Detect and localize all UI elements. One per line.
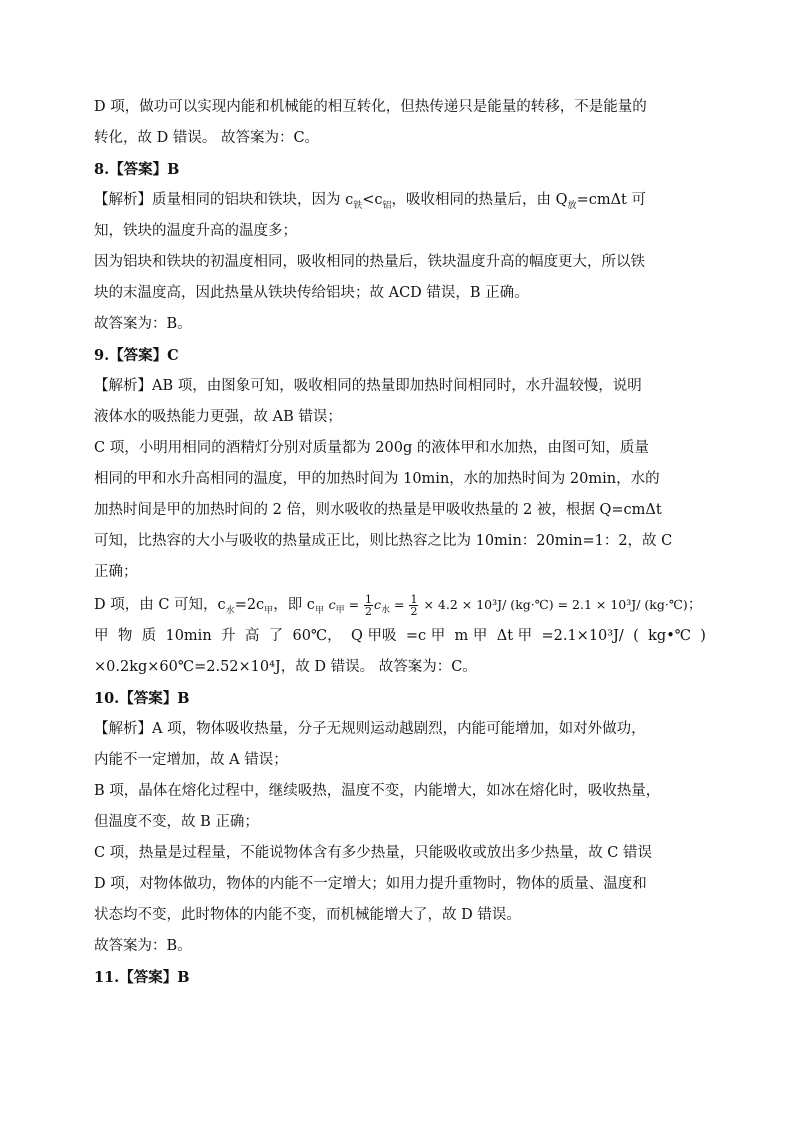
subscript: 水 bbox=[381, 605, 391, 616]
calc-token: 升 bbox=[221, 628, 236, 644]
text-segment: =2c bbox=[234, 597, 265, 613]
text-segment: <c bbox=[362, 192, 383, 208]
subscript: 铝 bbox=[382, 200, 392, 211]
calc-token: ) bbox=[700, 628, 706, 644]
calc-token: m 甲 bbox=[454, 628, 488, 644]
text-segment: ，吸收相同的热量后，由 Q bbox=[391, 192, 568, 208]
text-line: 【解析】AB 项，由图象可知，吸收相同的热量即加热时间相同时，水升温较慢，说明 bbox=[94, 378, 642, 394]
calc-token: =2.1×10³J/ bbox=[541, 628, 624, 644]
analysis-line-8 bbox=[94, 185, 706, 216]
text-line: 加热时间是甲的加热时间的 2 倍，则水吸收的热量是甲吸收热量的 2 被，根据 Q=cmΔt bbox=[94, 502, 662, 518]
text-line: 故答案为：B。 bbox=[94, 938, 192, 954]
subscript: 水 bbox=[225, 605, 235, 616]
calc-token: 高 bbox=[244, 628, 260, 644]
math-symbol: c bbox=[374, 597, 382, 612]
text-segment: D 项，由 C 可知，c bbox=[94, 597, 226, 613]
text-line: 块的末温度高，因此热量从铁块传给铝块；故 ACD 错误，B 正确。 bbox=[94, 285, 529, 301]
fraction-denominator: 2 bbox=[365, 605, 373, 618]
answer-heading-11: 11.【答案】B bbox=[94, 969, 190, 986]
text-line: D 项，做功可以实现内能和机械能的相互转化，但热传递只是能量的转移，不是能量的 bbox=[94, 99, 647, 115]
calc-token: Q 甲吸 bbox=[350, 628, 397, 644]
text-line: D 项，对物体做功，物体的内能不一定增大；如用力提升重物时，物体的质量、温度和 bbox=[94, 876, 647, 892]
text-line: C 项，热量是过程量，不能说物体含有多少热量，只能吸收或放出多少热量，故 C 错误 bbox=[94, 845, 653, 861]
fraction-numerator: 1 bbox=[410, 593, 418, 606]
text-line: 故答案为：B。 bbox=[94, 316, 192, 332]
answer-heading-9: 9.【答案】C bbox=[94, 347, 179, 364]
subscript: 铁 bbox=[353, 200, 363, 211]
subscript: 甲 bbox=[314, 605, 324, 616]
formula-line-9 bbox=[94, 588, 706, 621]
text-line: 但温度不变，故 B 正确； bbox=[94, 814, 259, 830]
text-line: 【解析】A 项，物体吸收热量，分子无规则运动越剧烈，内能可能增加，如对外做功， bbox=[94, 721, 646, 737]
specific-heat-formula: $c_甲$ = $\frac{1}{2}$ $c_水$ = $\frac{1}{2}$ × 4.2 × 10³J/ (kg·℃) = 2.1 × 10³J/ (kg·℃) bbox=[328, 593, 688, 618]
document-page bbox=[94, 92, 706, 993]
text-line: 液体水的吸热能力更强，故 AB 错误； bbox=[94, 409, 342, 425]
text-segment: ，即 c bbox=[273, 597, 315, 613]
calc-token: 质 bbox=[141, 628, 157, 644]
text-segment: × 4.2 × 10³J/ (kg·℃) = 2.1 × 10³J/ (kg·℃) bbox=[423, 597, 688, 612]
text-segment: ； bbox=[687, 597, 703, 613]
text-line: 状态均不变，此时物体的内能不变，而机械能增大了，故 D 错误。 bbox=[94, 907, 521, 923]
math-symbol: c bbox=[328, 597, 336, 612]
subscript: 放 bbox=[567, 200, 577, 211]
calc-token: 10min bbox=[165, 628, 212, 644]
fraction bbox=[409, 594, 418, 617]
fraction bbox=[364, 594, 373, 617]
text-line: 转化，故 D 错误。 故答案为：C。 bbox=[94, 130, 320, 146]
calc-token: 物 bbox=[117, 628, 133, 644]
calc-line-9 bbox=[94, 621, 706, 652]
calc-token: 了 bbox=[268, 628, 284, 644]
text-line: 正确； bbox=[94, 564, 138, 580]
text-segment: 【解析】质量相同的铝块和铁块，因为 c bbox=[94, 192, 354, 208]
answer-heading-10: 10.【答案】B bbox=[94, 690, 190, 707]
fraction-denominator: 2 bbox=[410, 605, 418, 618]
answer-heading-8: 8.【答案】B bbox=[94, 161, 180, 178]
subscript: 甲 bbox=[335, 605, 345, 616]
calc-token: kg•℃ bbox=[648, 628, 691, 644]
text-line: 相同的甲和水升高相同的温度，甲的加热时间为 10min，水的加热时间为 20min，水的 bbox=[94, 471, 660, 487]
calc-token: =c 甲 bbox=[405, 628, 446, 644]
text-line: 内能不一定增加，故 A 错误； bbox=[94, 752, 288, 768]
calc-token: 60℃， bbox=[292, 628, 342, 644]
calc-token: Δt 甲 bbox=[496, 628, 533, 644]
text-line: B 项，晶体在熔化过程中，继续吸热，温度不变，内能增大，如冰在熔化时，吸收热量， bbox=[94, 783, 661, 799]
calc-token: ( bbox=[633, 628, 639, 644]
calc-token: 甲 bbox=[94, 628, 109, 644]
text-line: 可知，比热容的大小与吸收的热量成正比，则比热容之比为 10min：20min=1：2，故 C bbox=[94, 533, 673, 549]
fraction-numerator: 1 bbox=[365, 593, 373, 606]
subscript: 甲 bbox=[264, 605, 274, 616]
text-line: 知，铁块的温度升高的温度多； bbox=[94, 223, 297, 239]
text-line: ×0.2kg×60℃=2.52×10⁴J，故 D 错误。 故答案为：C。 bbox=[94, 659, 477, 675]
text-line: C 项，小明用相同的酒精灯分别对质量都为 200g 的液体甲和水加热，由图可知，质量 bbox=[94, 440, 649, 456]
text-segment: =cmΔt 可 bbox=[576, 192, 646, 208]
text-line: 因为铝块和铁块的初温度相同，吸收相同的热量后，铁块温度升高的幅度更大，所以铁 bbox=[94, 254, 645, 270]
